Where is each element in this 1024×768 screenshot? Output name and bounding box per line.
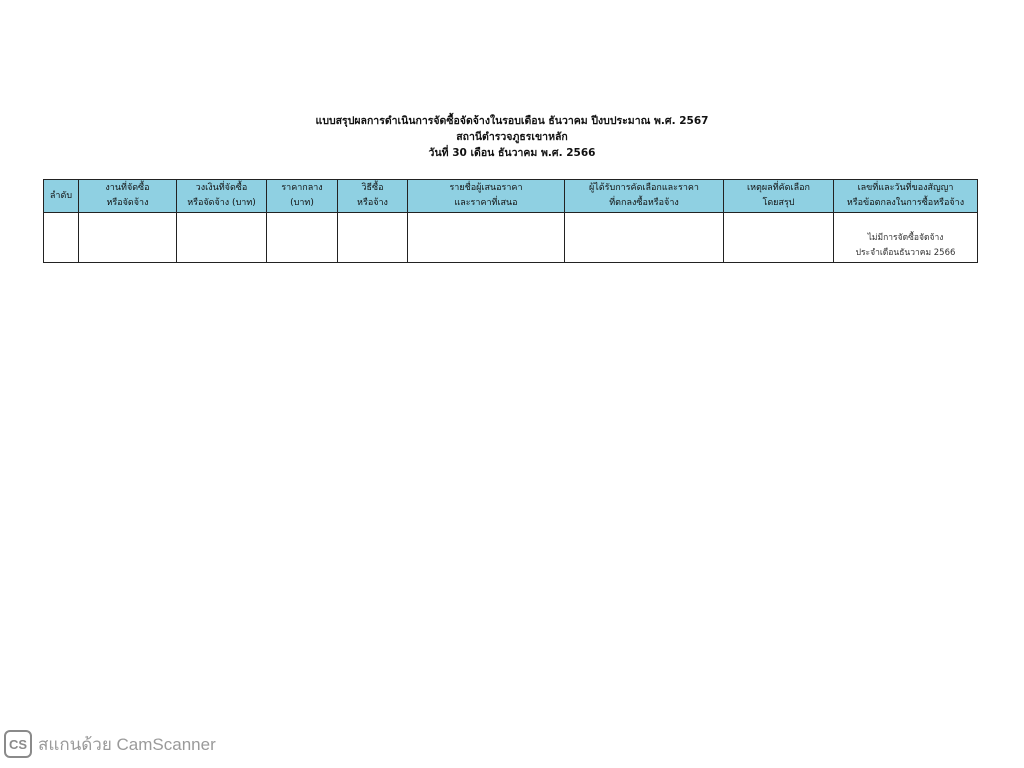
cell-item bbox=[79, 213, 177, 263]
column-header-reason: เหตุผลที่คัดเลือก โดยสรุป bbox=[724, 180, 834, 213]
table-header-row bbox=[44, 180, 978, 213]
title-line-3: วันที่ 30 เดือน ธันวาคม พ.ศ. 2566 bbox=[428, 147, 596, 159]
watermark-text: สแกนด้วย CamScanner bbox=[38, 734, 216, 754]
cell-bidders bbox=[408, 213, 565, 263]
column-header-bidders: รายชื่อผู้เสนอราคา และราคาที่เสนอ bbox=[408, 180, 565, 213]
document-title bbox=[0, 113, 1024, 161]
camscanner-watermark bbox=[4, 729, 216, 759]
cell-method bbox=[338, 213, 408, 263]
column-header-order: ลำดับ bbox=[44, 180, 79, 213]
cell-contract-note bbox=[834, 213, 978, 263]
column-header-method: วิธีซื้อ หรือจ้าง bbox=[338, 180, 408, 213]
cell-reason bbox=[724, 213, 834, 263]
column-header-selected: ผู้ได้รับการคัดเลือกและราคา ที่ตกลงซื้อหรือจ้าง bbox=[565, 180, 724, 213]
procurement-summary-table bbox=[43, 179, 978, 263]
cell-median-price bbox=[267, 213, 338, 263]
camscanner-logo-icon: CS bbox=[4, 730, 32, 758]
title-line-1: แบบสรุปผลการดำเนินการจัดซื้อจัดจ้างในรอบเดือน ธันวาคม ปีงบประมาณ พ.ศ. 2567 bbox=[315, 115, 709, 127]
cell-budget bbox=[177, 213, 267, 263]
note-line-2: ประจำเดือนธันวาคม 2566 bbox=[855, 248, 956, 258]
column-header-contract: เลขที่และวันที่ของสัญญา หรือข้อตกลงในการซื้อหรือจ้าง bbox=[834, 180, 978, 213]
note-line-1: ไม่มีการจัดซื้อจัดจ้าง bbox=[867, 233, 944, 243]
column-header-item: งานที่จัดซื้อ หรือจัดจ้าง bbox=[79, 180, 177, 213]
column-header-median-price: ราคากลาง (บาท) bbox=[267, 180, 338, 213]
table-row bbox=[44, 213, 978, 263]
cell-selected bbox=[565, 213, 724, 263]
cell-order bbox=[44, 213, 79, 263]
column-header-budget: วงเงินที่จัดซื้อ หรือจัดจ้าง (บาท) bbox=[177, 180, 267, 213]
title-line-2: สถานีตำรวจภูธรเขาหลัก bbox=[456, 131, 568, 143]
